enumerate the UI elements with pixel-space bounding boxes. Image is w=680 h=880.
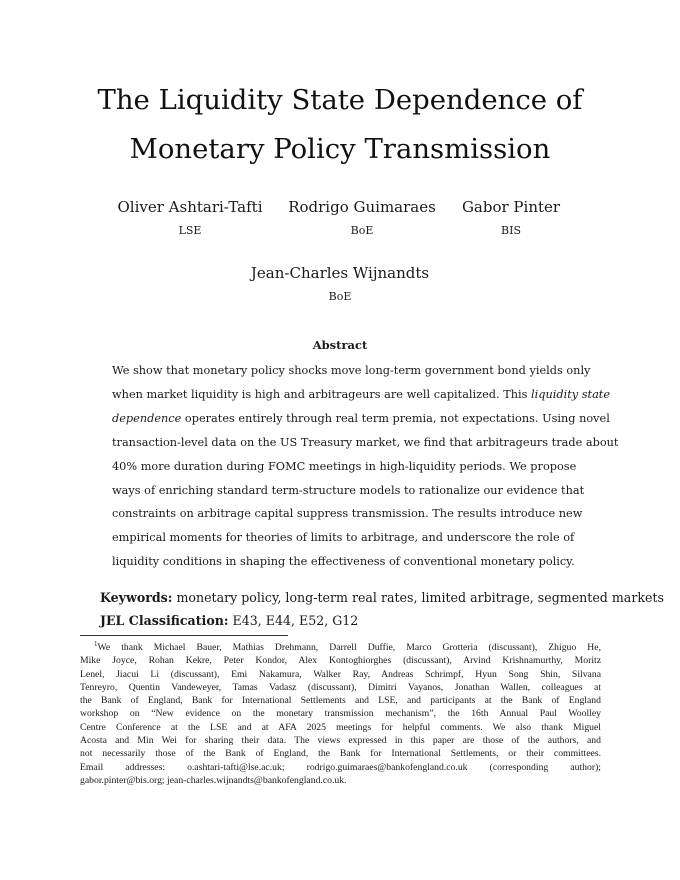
abstract-line: transaction-level data on the US Treasury market, we find that arbitrageurs trade about — [112, 435, 619, 449]
author-affiliation: BoE — [350, 224, 374, 237]
title-line-2: Monetary Policy Transmission — [129, 133, 551, 165]
footnote-line: gabor.pinter@bis.org; jean-charles.wijnandts@bankofengland.co.uk. — [80, 774, 347, 786]
keywords-label: Keywords: — [100, 590, 173, 605]
abstract-emphasis: dependence — [112, 411, 182, 425]
abstract-line: We show that monetary policy shocks move long-term government bond yields only — [112, 364, 591, 377]
abstract-line: liquidity conditions in shaping the effectiveness of conventional monetary policy. — [112, 555, 575, 569]
author-name: Rodrigo Guimaraes — [288, 198, 436, 216]
abstract-emphasis: liquidity state — [531, 387, 611, 401]
author-name: Jean-Charles Wijnandts — [250, 264, 430, 282]
abstract-line: dependence operates entirely through real term premia, not expectations. Using novel — [112, 411, 610, 425]
keywords-text: monetary policy, long-term real rates, limited arbitrage, segmented markets — [176, 590, 664, 605]
abstract-line: constraints on arbitrage capital suppress transmission. The results introduce new — [112, 507, 583, 521]
abstract-line: 40% more duration during FOMC meetings in high-liquidity periods. We propose — [112, 459, 577, 473]
author-4 — [240, 263, 440, 305]
abstract-line: ways of enriching standard term-structure models to rationalize our evidence that — [112, 483, 585, 497]
abstract-line: empirical moments for theories of limits to arbitrage, and underscore the role of — [112, 531, 575, 545]
author-name: Gabor Pinter — [461, 198, 561, 216]
author-name: Oliver Ashtari-Tafti — [117, 198, 263, 216]
footnote-line: Mike Joyce, Rohan Kekre, Peter Kondor, Alex Kontoghiorghes (discussant), Arvind Krishnamurthy, Moritz — [80, 655, 601, 667]
abstract-text — [112, 359, 619, 574]
footnote-line: Lenel, Jiacui Li (discussant), Emi Nakamura, Walker Ray, Andreas Schrimpf, Hyun Song Shin, Silvana — [80, 668, 601, 680]
footnote-line: Email addresses: o.ashtari-tafti@lse.ac.uk; rodrigo.guimaraes@bankofengland.co.uk (corresponding author); — [80, 761, 601, 773]
footnote-line: $^1$We thank Michael Bauer, Mathias Drehmann, Darrell Duffie, Marco Grotteria (discussant), Zhiguo He, — [94, 640, 601, 653]
title-line-1: The Liquidity State Dependence of — [97, 84, 583, 116]
footnote-line: workshop on “New evidence on the monetary transmission mechanism”, the 16th Annual Paul Woolley — [80, 708, 601, 720]
footnote-line: Centre Conference at the LSE and at AFA 2025 meetings for helpful comments. We also thank Miguel — [80, 721, 601, 733]
jel-classification — [100, 612, 358, 630]
paper-title — [40, 76, 640, 174]
footnote-line: the Bank of England, Bank for International Settlements and LSE, and participants at the Bank of England — [80, 695, 601, 707]
footnote-mark: 1 — [94, 640, 98, 648]
author-affiliation: BoE — [328, 290, 352, 303]
footnote-line: Acosta and Min Wei for sharing their data. The views expressed in this paper are those of the authors, and — [80, 735, 601, 747]
abstract-heading: Abstract — [312, 338, 368, 352]
author-1 — [90, 197, 290, 239]
footnote-line: not necessarily those of the Bank of England, the Bank for International Settlements, or their committees. — [80, 748, 601, 760]
author-affiliation: BIS — [501, 224, 521, 237]
keywords — [100, 589, 664, 607]
jel-text: E43, E44, E52, G12 — [232, 613, 359, 628]
abstract-line: when market liquidity is high and arbitrageurs are well capitalized. This liquidity state — [112, 387, 611, 401]
author-3 — [411, 197, 611, 239]
footnote-rule — [80, 635, 288, 636]
author-affiliation: LSE — [178, 224, 202, 237]
footnote — [80, 638, 601, 787]
footnote-line: Tenreyro, Quentin Vandeweyer, Tamas Vadasz (discussant), Dimitri Vayanos, Jonathan Wallen, colleagues at — [80, 681, 601, 693]
jel-label: JEL Classification: — [100, 613, 229, 628]
